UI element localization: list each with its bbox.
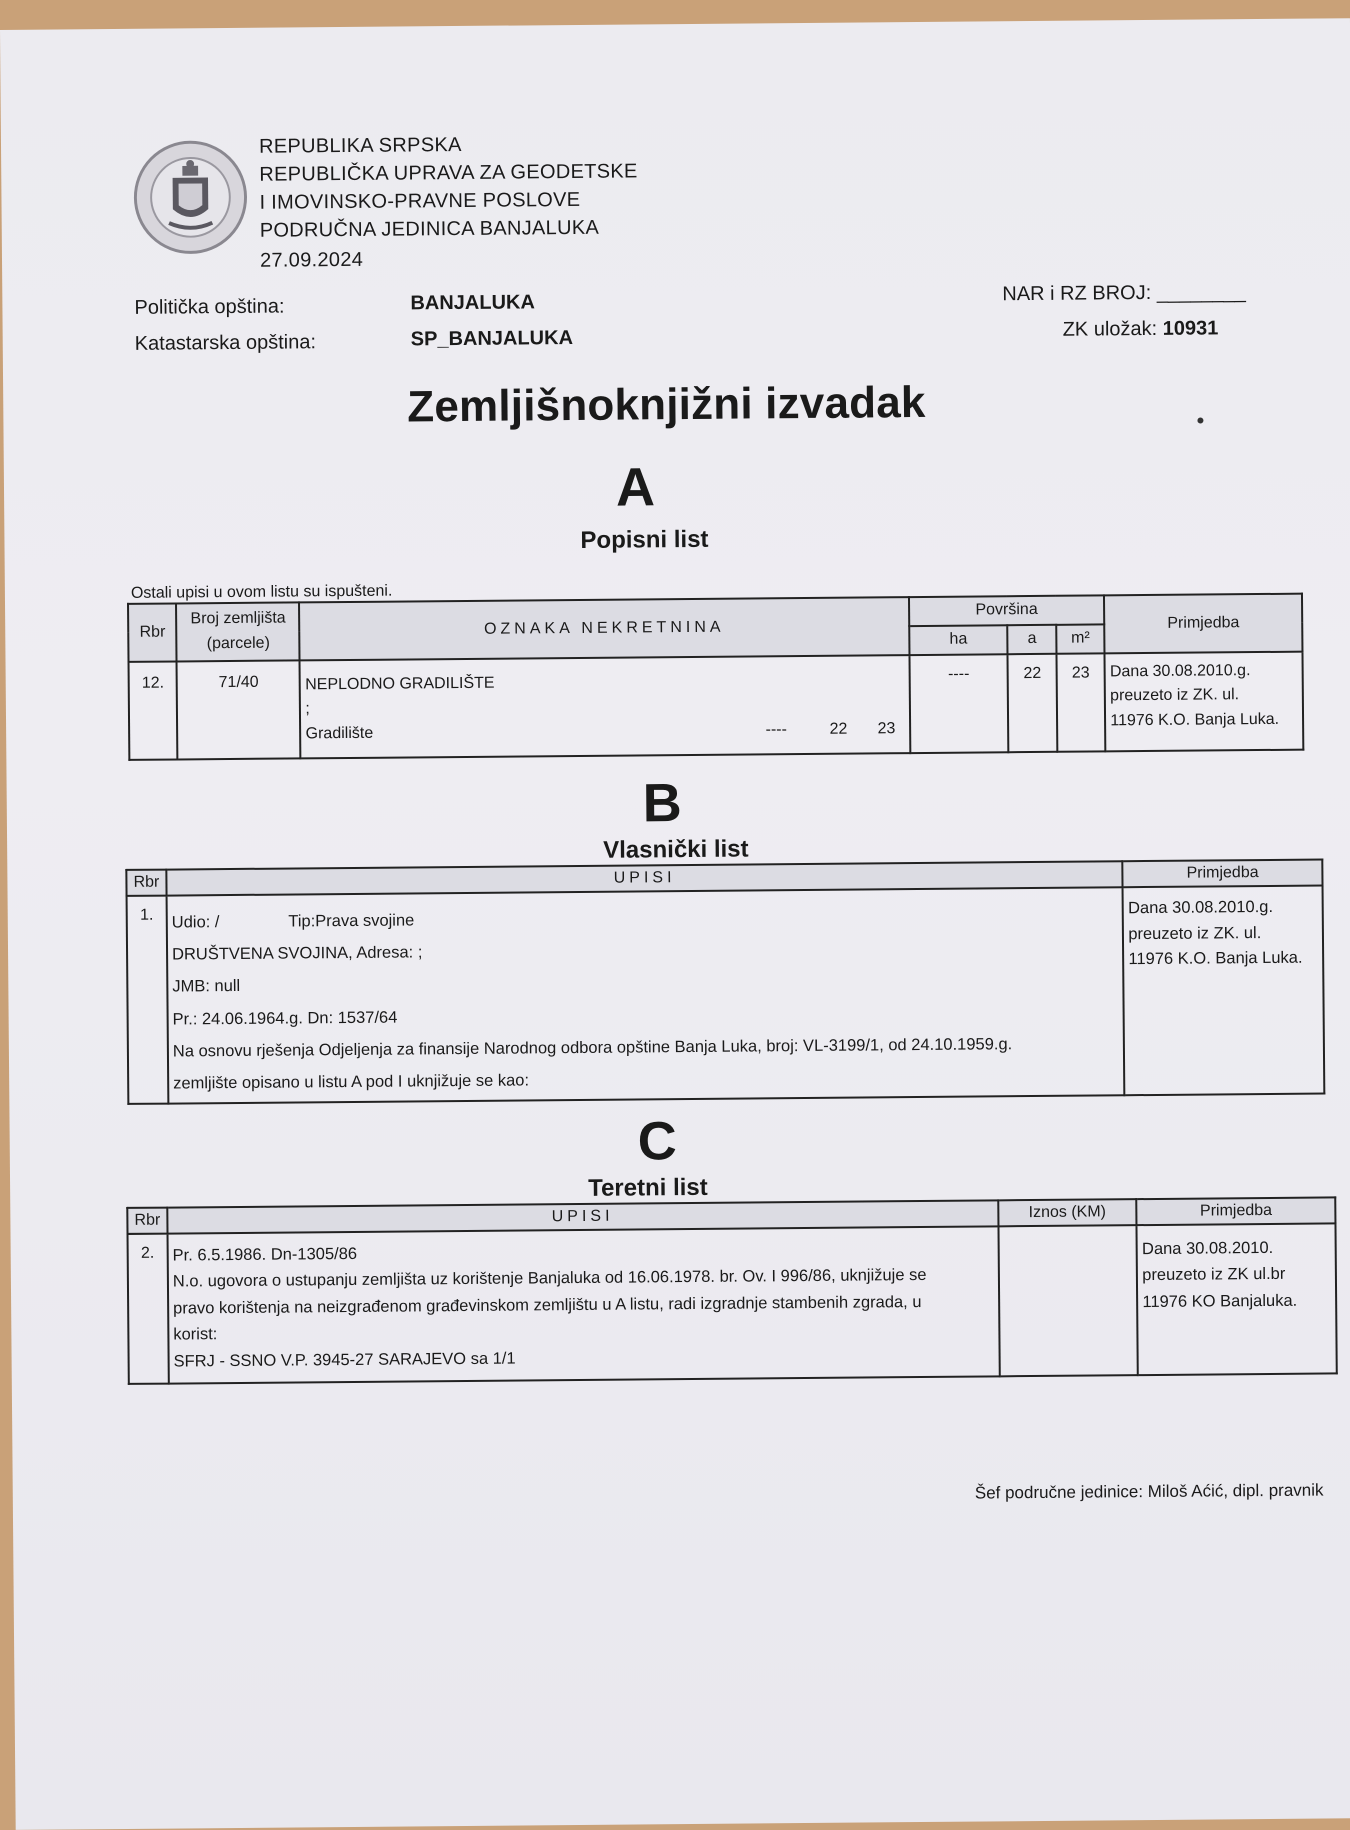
primjedba-line1: Dana 30.08.2010.g. — [1127, 897, 1274, 918]
vlasnicki-list-table — [125, 858, 1325, 1104]
col-ha: ha — [909, 625, 1008, 655]
header-line-1: REPUBLIKA SRPSKA — [258, 133, 462, 158]
row-upisi — [167, 887, 1125, 1103]
upisi-line5: Na osnovu rješenja Odjeljenja za finansije Narodnog odbora opštine Banja Luka, broj: VL-3199/1, od 24.10.1959.g. — [172, 1034, 1013, 1061]
nar-value: ________ — [1156, 281, 1246, 304]
katastarska-value: SP_BANJALUKA — [410, 327, 574, 351]
primjedba-line1: Dana 30.08.2010. — [1141, 1238, 1274, 1259]
upisi-line1: Pr. 6.5.1986. Dn-1305/86 — [172, 1244, 358, 1265]
col-primjedba: Primjedba — [1104, 594, 1302, 653]
table-row — [128, 1223, 1337, 1384]
upisi-line5: SFRJ - SSNO V.P. 3945-27 SARAJEVO sa 1/1 — [173, 1349, 516, 1371]
politicka-label: Politička opština: — [134, 295, 285, 319]
col-rbr: Rbr — [127, 1208, 167, 1234]
primjedba-line1: Dana 30.08.2010.g. — [1109, 661, 1251, 680]
primjedba-line3: 11976 K.O. Banja Luka. — [1110, 711, 1280, 730]
col-upisi: UPISI — [166, 861, 1123, 895]
col-m2: m² — [1056, 624, 1105, 653]
section-b-title: Vlasnički list — [603, 835, 749, 864]
col-oznaka: OZNAKA NEKRETNINA — [299, 597, 909, 660]
row-rbr: 12. — [129, 661, 178, 759]
row-upisi — [167, 1226, 999, 1383]
nar-label: NAR i RZ BROJ: — [1002, 281, 1152, 306]
section-b-letter: B — [642, 773, 683, 834]
primjedba-line3: 11976 K.O. Banja Luka. — [1128, 948, 1303, 969]
signature-line: Šef područne jedinice: Miloš Aćić, dipl. pravnik — [974, 1480, 1324, 1503]
zk-ulozak — [1063, 317, 1219, 341]
row-rbr: 1. — [127, 896, 169, 1104]
primjedba-line2: preuzeto iz ZK. ul. — [1128, 923, 1262, 943]
col-rbr: Rbr — [128, 603, 177, 661]
row-a: 22 — [1008, 653, 1057, 751]
row-primjedba — [1137, 1223, 1337, 1375]
col-broj-line2: (parcele) — [206, 634, 270, 653]
katastarska-label: Katastarska opština: — [134, 331, 317, 355]
document-sheet — [0, 18, 1350, 1830]
popisni-list-table — [127, 593, 1304, 761]
upisi-line3: JMB: null — [172, 977, 241, 996]
col-upisi: UPISI — [167, 1200, 998, 1233]
oznaka-inner-m2: 23 — [877, 719, 896, 737]
col-primjedba: Primjedba — [1123, 859, 1323, 887]
upisi-line4: korist: — [173, 1325, 218, 1344]
section-a-note: Ostali upisi u ovom listu su ispušteni. — [130, 582, 393, 602]
primjedba-line2: preuzeto iz ZK ul.br — [1142, 1265, 1286, 1285]
teretni-list-table — [126, 1196, 1338, 1385]
row-iznos — [998, 1225, 1138, 1376]
upisi-line2: N.o. ugovora o ustupanju zemljišta uz korištenje Banjaluka od 16.06.1978. br. Ov. I 996/86, uknjižuje se — [172, 1266, 927, 1291]
zk-value: 10931 — [1162, 317, 1219, 340]
row-ha: ---- — [909, 654, 1009, 753]
col-iznos: Iznos (KM) — [998, 1199, 1137, 1226]
oznaka-inner-ha: ---- — [765, 720, 787, 738]
col-a: a — [1008, 625, 1057, 654]
header-line-2: REPUBLIČKA UPRAVA ZA GEODETSKE — [259, 160, 638, 186]
col-broj-line1: Broj zemljišta — [190, 609, 286, 628]
section-c-title: Teretni list — [588, 1173, 708, 1202]
oznaka-inner-a: 22 — [829, 720, 848, 738]
table-row — [127, 885, 1325, 1103]
upisi-line3: pravo korištenja na neizgrađenom građevinskom zemljištu u A listu, radi izgradnje stambenih zgrada, u — [173, 1292, 922, 1318]
row-m2: 23 — [1056, 653, 1105, 751]
zk-label: ZK uložak: — [1062, 317, 1158, 341]
politicka-value: BANJALUKA — [410, 291, 535, 315]
tip: Tip:Prava svojine — [288, 911, 415, 931]
col-povrsina: Površina — [909, 595, 1105, 626]
section-c-letter: C — [637, 1111, 677, 1172]
row-primjedba — [1123, 885, 1324, 1095]
nar-rz-broj — [1002, 281, 1246, 306]
row-oznaka — [300, 655, 910, 758]
table-row — [129, 651, 1304, 759]
upisi-line4: Pr.: 24.06.1964.g. Dn: 1537/64 — [172, 1008, 398, 1029]
section-a-title: Popisni list — [580, 525, 709, 554]
col-primjedba: Primjedba — [1137, 1197, 1336, 1225]
oznaka-line3: Gradilište — [305, 724, 374, 743]
upisi-line2: DRUŠTVENA SVOJINA, Adresa: ; — [171, 943, 423, 964]
udio: Udio: / — [171, 913, 220, 932]
row-rbr: 2. — [128, 1234, 169, 1384]
header-line-3: I IMOVINSKO-PRAVNE POSLOVE — [259, 188, 581, 214]
primjedba-line3: 11976 KO Banjaluka. — [1142, 1291, 1298, 1311]
header-date: 27.09.2024 — [259, 248, 364, 272]
oznaka-line1: NEPLODNO GRADILIŠTE — [305, 674, 495, 693]
row-primjedba — [1105, 651, 1304, 751]
upisi-line6: zemljište opisano u listu A pod I uknjižuje se kao: — [173, 1071, 530, 1093]
col-rbr: Rbr — [126, 870, 166, 896]
primjedba-line2: preuzeto iz ZK. ul. — [1110, 686, 1240, 705]
oznaka-line2: ; — [305, 700, 310, 718]
page-speck — [1197, 418, 1203, 424]
row-broj: 71/40 — [177, 660, 301, 759]
col-broj — [176, 602, 300, 661]
coat-of-arms-seal — [131, 138, 250, 257]
document-title: Zemljišnoknjižni izvadak — [407, 377, 926, 432]
section-a-letter: A — [615, 457, 656, 518]
header-line-4: PODRUČNA JEDINICA BANJALUKA — [259, 216, 600, 242]
